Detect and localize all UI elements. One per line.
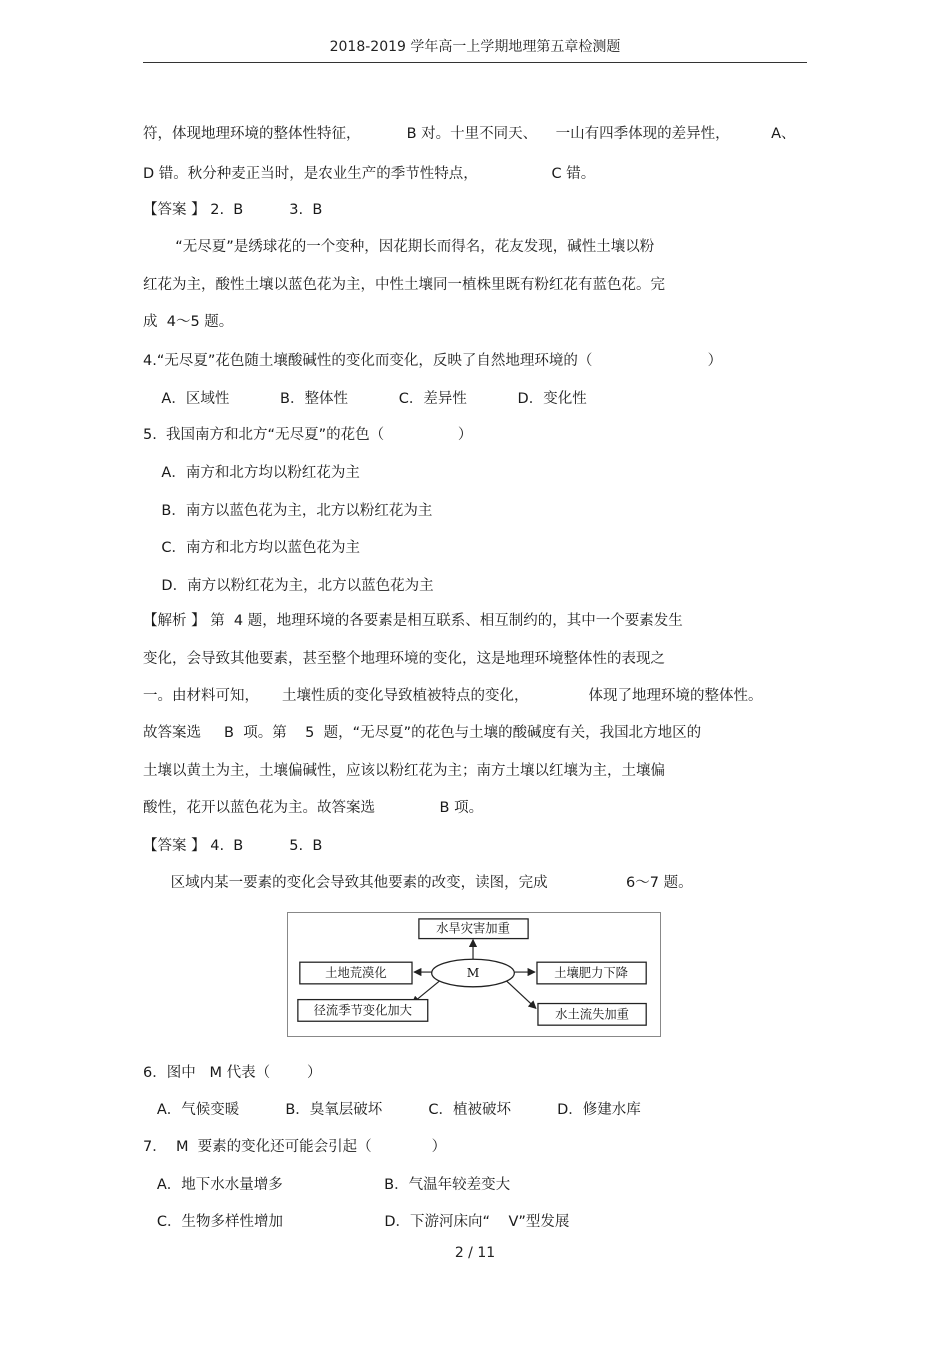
- material-line-3: 成 4～5 题。: [143, 314, 234, 330]
- analysis-line-5: 土壤以黄土为主，土壤偏碱性，应该以粉红花为主；南方土壤以红壤为主，土壤偏: [143, 763, 665, 779]
- question-7-options-cd: C．生物多样性增加 D．下游河床向“ V”型发展: [143, 1214, 570, 1230]
- node-right-top-label: 土壤肥力下降: [554, 965, 628, 980]
- material-line-2: 红花为主，酸性土壤以蓝色花为主，中性土壤同一植株里既有粉红花有蓝色花。完: [143, 277, 665, 293]
- analysis-line-4: 故答案选 B 项。第 5 题，“无尽夏”的花色与土壤的酸碱度有关，我国北方地区的: [143, 725, 702, 741]
- analysis-line-1: 【解析 】 第 4 题，地理环境的各要素是相互联系、相互制约的，其中一个要素发生: [143, 613, 683, 629]
- node-top-label: 水旱灾害加重: [436, 921, 510, 936]
- node-right-top: [537, 962, 646, 984]
- analysis-line-6: 酸性，花开以蓝色花为主。故答案选 B 项。: [143, 800, 484, 816]
- page-header-title: 2018-2019 学年高一上学期地理第五章检测题: [329, 39, 621, 55]
- material-line-1: “无尽夏”是绣球花的一个变种，因花期长而得名，花友发现，碱性土壤以粉: [143, 239, 655, 255]
- question-4: 4.“无尽夏”花色随土壤酸碱性的变化而变化，反映了自然地理环境的（ ）: [143, 353, 723, 369]
- center-label: M: [466, 965, 480, 980]
- node-left-top: [300, 962, 412, 984]
- question-7: 7． M 要素的变化还可能会引起（ ）: [143, 1139, 447, 1155]
- answer-4-5: 【答案 】 4. B 5. B: [143, 838, 323, 854]
- node-left-top-label: 土地荒漠化: [325, 965, 387, 980]
- node-right-bottom: [538, 1004, 646, 1026]
- node-left-bottom-label: 径流季节变化加大: [313, 1003, 413, 1018]
- answer-2-3: 【答案 】 2. B 3. B: [143, 202, 323, 218]
- question-5-option-b: B．南方以蓝色花为主，北方以粉红花为主: [143, 503, 433, 519]
- node-right-bottom-label: 水土流失加重: [555, 1007, 629, 1022]
- node-top: [419, 919, 528, 939]
- element-relation-diagram: [287, 912, 661, 1037]
- question-6-options: A．气候变暖 B．臭氧层破坏 C．植被破坏 D．修建水库: [143, 1102, 641, 1118]
- question-6: 6．图中 M 代表（ ）: [143, 1065, 322, 1081]
- page-number: 2 / 11: [454, 1245, 496, 1261]
- question-5-option-a: A．南方和北方均以粉红花为主: [143, 465, 360, 481]
- header-divider: [143, 62, 807, 63]
- analysis-line-3: 一。由材料可知， 土壤性质的变化导致植被特点的变化， 体现了地理环境的整体性。: [143, 688, 763, 704]
- diagram-intro: 区域内某一要素的变化会导致其他要素的改变，读图，完成 6～7 题。: [143, 875, 693, 891]
- analysis-line-2: 变化，会导致其他要素，甚至整个地理环境的变化，这是地理环境整体性的表现之: [143, 651, 665, 667]
- center-node-m: [432, 959, 515, 987]
- node-left-bottom: [298, 1000, 428, 1022]
- question-4-options: A．区域性 B．整体性 C．差异性 D．变化性: [143, 391, 587, 407]
- text-line-2: D 错。秋分种麦正当时，是农业生产的季节性特点， C 错。: [143, 166, 596, 182]
- question-5-option-c: C．南方和北方均以蓝色花为主: [143, 540, 361, 556]
- question-5-option-d: D．南方以粉红花为主，北方以蓝色花为主: [143, 578, 434, 594]
- question-5: 5. 我国南方和北方“无尽夏”的花色（ ）: [143, 427, 473, 443]
- question-7-options-ab: A．地下水水量增多 B．气温年较差变大: [143, 1177, 511, 1193]
- text-line-1: 符，体现地理环境的整体性特征， B 对。十里不同天、 一山有四季体现的差异性， A、: [143, 126, 796, 142]
